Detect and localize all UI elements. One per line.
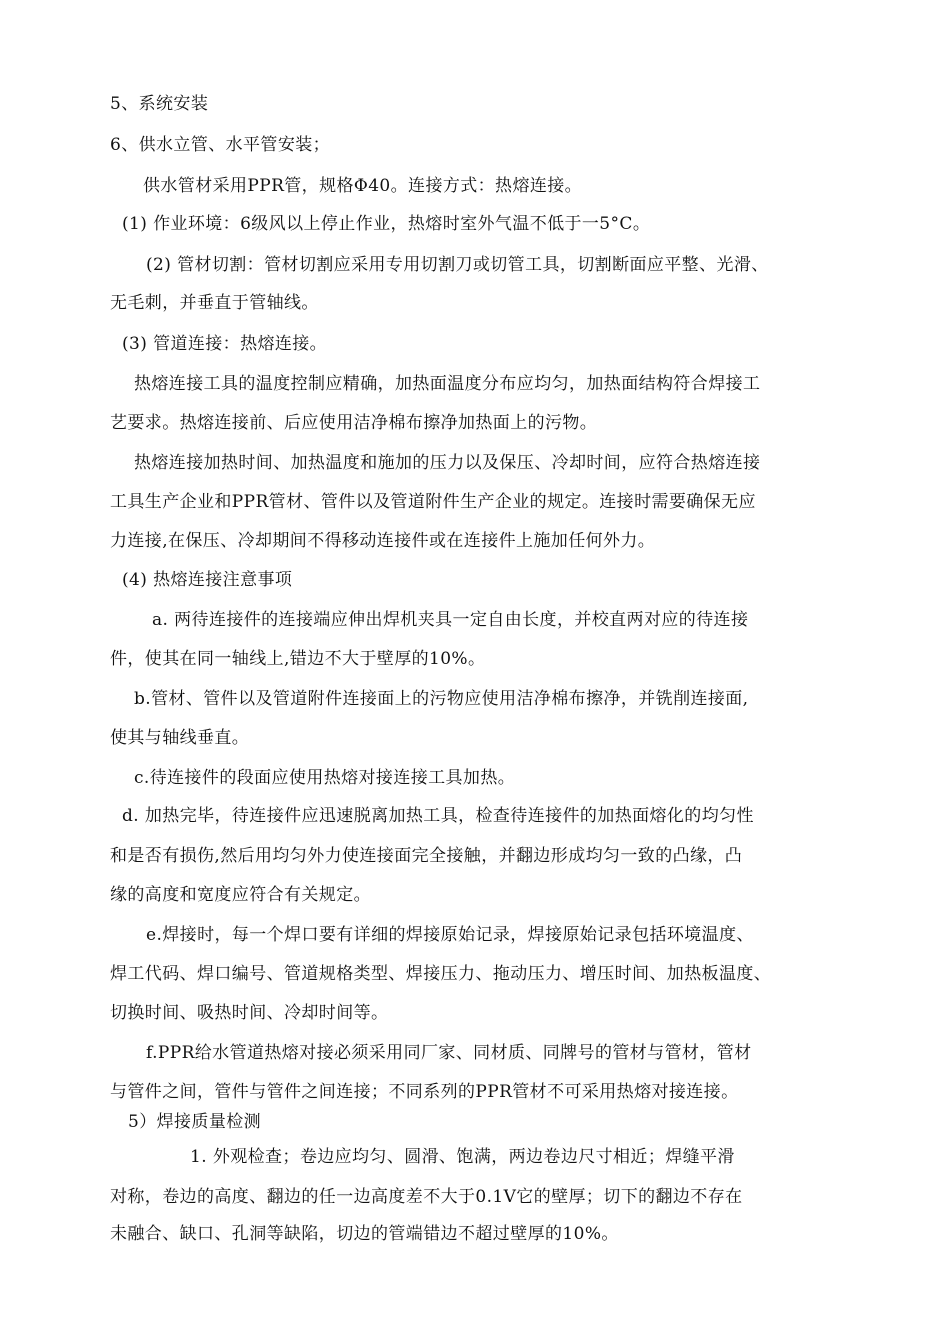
list-item-a: a. 两待连接件的连接端应伸出焊机夹具一定自由长度，并校直两对应的待连接 — [152, 610, 749, 630]
paragraph-line: 无毛刺，并垂直于管轴线。 — [110, 293, 319, 313]
list-item-d: d. 加热完毕，待连接件应迅速脱离加热工具，检查待连接件的加热面熔化的均匀性 — [122, 806, 754, 826]
list-item-1: (1) 作业环境：6级风以上停止作业，热熔时室外气温不低于一5°C。 — [122, 214, 651, 234]
paragraph-line: 热熔连接加热时间、加热温度和施加的压力以及保压、冷却时间，应符合热熔连接 — [134, 453, 761, 473]
paragraph-line: 和是否有损伤,然后用均匀外力使连接面完全接触，并翻边形成均匀一致的凸缘，凸 — [110, 846, 743, 866]
paragraph-line: 热熔连接工具的温度控制应精确，加热面温度分布应均匀，加热面结构符合焊接工 — [134, 374, 761, 394]
list-item-c: c.待连接件的段面应使用热熔对接连接工具加热。 — [134, 768, 516, 788]
list-item-f: f.PPR给水管道热熔对接必须采用同厂家、同材质、同牌号的管材与管材，管材 — [146, 1043, 752, 1063]
paragraph-line: 力连接,在保压、冷却期间不得移动连接件或在连接件上施加任何外力。 — [110, 531, 656, 551]
paragraph-line: 艺要求。热熔连接前、后应使用洁净棉布擦净加热面上的污物。 — [110, 413, 598, 433]
paragraph-line: 切换时间、吸热时间、冷却时间等。 — [110, 1003, 389, 1023]
list-item-4: (4) 热熔连接注意事项 — [122, 570, 293, 590]
paragraph-line: 焊工代码、焊口编号、管道规格类型、焊接压力、拖动压力、增压时间、加热板温度、 — [110, 964, 772, 984]
list-item-inspection-1: 1. 外观检查；卷边应均匀、圆滑、饱满，两边卷边尺寸相近；焊缝平滑 — [190, 1147, 735, 1167]
list-item-b: b.管材、管件以及管道附件连接面上的污物应使用洁净棉布擦净，并铣削连接面, — [134, 689, 749, 709]
paragraph-line: 件，使其在同一轴线上,错边不大于壁厚的10%。 — [110, 649, 486, 669]
paragraph-line: 工具生产企业和PPR管材、管件以及管道附件生产企业的规定。连接时需要确保无应 — [110, 492, 756, 512]
list-item-3: (3) 管道连接：热熔连接。 — [122, 334, 328, 354]
paragraph-line: 缘的高度和宽度应符合有关规定。 — [110, 885, 371, 905]
heading-water-pipe-install: 6、供水立管、水平管安装； — [110, 135, 331, 155]
paragraph-line: 对称，卷边的高度、翻边的任一边高度差不大于0.1V它的壁厚；切下的翻边不存在 — [110, 1187, 743, 1207]
list-item-2: (2) 管材切割：管材切割应采用专用切割刀或切管工具，切割断面应平整、光滑、 — [146, 255, 769, 275]
heading-system-install: 5、系统安装 — [110, 94, 209, 114]
list-item-e: e.焊接时，每一个焊口要有详细的焊接原始记录，焊接原始记录包括环境温度、 — [146, 925, 754, 945]
paragraph-line: 供水管材采用PPR管，规格Φ40。连接方式：热熔连接。 — [143, 176, 583, 196]
heading-weld-quality: 5）焊接质量检测 — [128, 1112, 262, 1132]
paragraph-line: 与管件之间，管件与管件之间连接；不同系列的PPR管材不可采用热熔对接连接。 — [110, 1082, 739, 1102]
paragraph-line: 使其与轴线垂直。 — [110, 728, 250, 748]
paragraph-line: 未融合、缺口、孔洞等缺陷，切边的管端错边不超过壁厚的10%。 — [110, 1224, 619, 1244]
